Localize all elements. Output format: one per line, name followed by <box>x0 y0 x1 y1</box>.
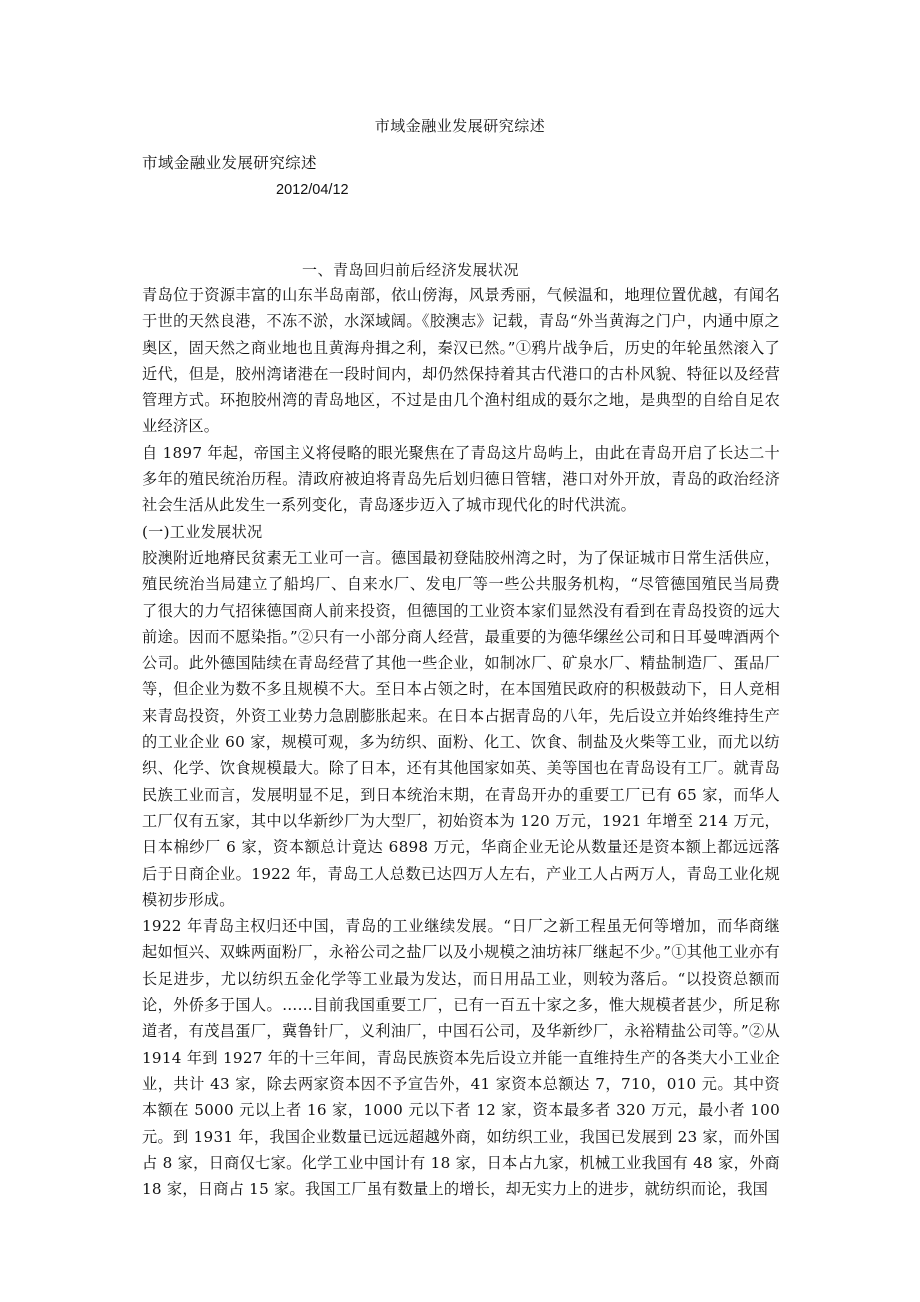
paragraph-colonial-history: 自 1897 年起，帝国主义将侵略的眼光聚焦在了青岛这片岛屿上，由此在青岛开启了长达二十多年的殖民统治历程。清政府被迫将青岛先后划归德日管辖，港口对外开放，青岛的政治经济社会生活从此发生一系列变化，青岛逐步迈入了城市现代化的时代洪流。 <box>142 443 780 515</box>
paragraph-industry-after-1922: 1922 年青岛主权归还中国，青岛的工业继续发展。“日厂之新工程虽无何等增加，而华商继起如恒兴、双蛛两面粉厂，永裕公司之盐厂以及小规模之油坊袜厂继起不少。”①其他工业亦有长足进步，尤以纺织五金化学等工业最为发达，而日用品工业，则较为落后。“以投资总额而论，外侨多于国人。……目前我国重要工厂，已有一百五十家之多，惟大规模者甚少，所足称道者，有茂昌蛋厂，冀鲁针厂，义利油厂，中国石公司，及华新纱厂，永裕精盐公司等。”②从 1914 年到 1927 年的十三年间，青岛民族资本先后设立并能一直维持生产的各类大小工业企业，共计 43 家，除去两家资本因不予宣告外，41 家资本总额达 7，710，010 元。其中资本额在 5000 元以上者 16 家，1000 元以下者 12 家，资本最多者 320 万元，最小者 100 元。到 1931 年，我国企业数量已远远超越外商，如纺织工业，我国已发展到 23 家，而外国占 8 家，日商仅七家。化学工业中国计有 18 家，日本占九家，机械工业我国有 48 家，外商 18 家，日商占 15 家。我国工厂虽有数量上的增长，却无实力上的进步，就纺织而论，我国 <box>142 917 780 1199</box>
document-body <box>142 282 780 1202</box>
paragraph-early-industry: 胶澳附近地瘠民贫素无工业可一言。德国最初登陆胶州湾之时，为了保证城市日常生活供应，殖民统治当局建立了船坞厂、自来水厂、发电厂等一些公共服务机构，“尽管德国殖民当局费了很大的力气招徕德国商人前来投资，但德国的工业资本家们显然没有看到在青岛投资的远大前途。因而不愿染指。”②只有一小部分商人经营，最重要的为德华缧丝公司和日耳曼啤酒两个公司。此外德国陆续在青岛经营了其他一些企业，如制冰厂、矿泉水厂、精盐制造厂、蛋品厂等，但企业为数不多且规模不大。至日本占领之时，在本国殖民政府的积极鼓动下，日人竞相来青岛投资，外资工业势力急剧膨胀起来。在日本占据青岛的八年，先后设立并始终维持生产的工业企业 60 家，规模可观，多为纺织、面粉、化工、饮食、制盐及火柴等工业，而尤以纺织、化学、饮食规模最大。除了日本，还有其他国家如英、美等国也在青岛设有工厂。就青岛民族工业而言，发展明显不足，到日本统治末期，在青岛开办的重要工厂已有 65 家，而华人工厂仅有五家，其中以华新纱厂为大型厂，初始资本为 120 万元，1921 年增至 214 万元，日本棉纱厂 6 家，资本额总计竟达 6898 万元，华商企业无论从数量还是资本额上都远远落后于日商企业。1922 年，青岛工人总数已达四万人左右，产业工人占两万人，青岛工业化规模初步形成。 <box>142 548 780 909</box>
document-title: 市域金融业发展研究综述 <box>374 117 546 135</box>
document-subtitle: 市域金融业发展研究综述 <box>142 154 317 172</box>
section-heading: 一、青岛回归前后经济发展状况 <box>302 261 520 279</box>
paragraph-geography: 青岛位于资源丰富的山东半岛南部，依山傍海，风景秀丽，气候温和，地理位置优越，有闻名于世的天然良港，不冻不淤，水深域阔。《胶澳志》记载，青岛“外当黄海之门户，内通中原之奥区，固天然之商业地也且黄海舟揖之利，秦汉已然。”①鸦片战争后，历史的年轮虽然滚入了近代，但是，胶州湾诸港在一段时间内，却仍然保持着其古代港口的古朴风貌、特征以及经营管理方式。环抱胶州湾的青岛地区，不过是由几个渔村组成的聂尔之地，是典型的自给自足农业经济区。 <box>142 286 780 436</box>
sub-heading-industry: (一)工业发展状况 <box>142 522 263 541</box>
document-date: 2012/04/12 <box>276 182 349 198</box>
